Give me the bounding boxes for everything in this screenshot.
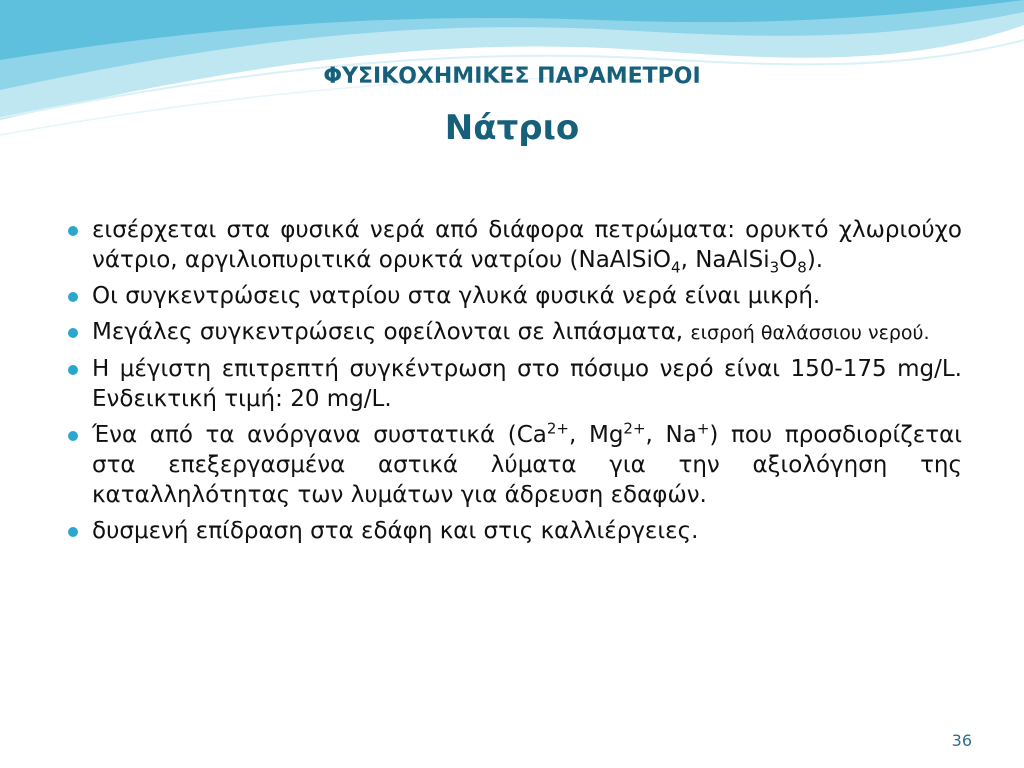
bullet-item-adverse-effect <box>64 516 962 546</box>
subscript: 4 <box>671 258 681 277</box>
bullet-item-high-concentrations <box>64 317 962 348</box>
bullet-text: , Mg <box>569 422 624 448</box>
bullet-text: Οι συγκεντρώσεις νατρίου στα γλυκά φυσικά νερά είναι μικρή. <box>92 283 821 309</box>
subscript: 3 <box>769 258 780 277</box>
bullet-item-freshwater <box>64 281 962 311</box>
slide-subtitle: Νάτριο <box>444 108 580 148</box>
bullet-text: Μεγάλες συγκεντρώσεις οφείλονται σε λιπάσματα, <box>92 319 691 345</box>
superscript: + <box>696 419 710 438</box>
slide-title: ΦΥΣΙΚΟΧΗΜΙΚΕΣ ΠΑΡΑΜΕΤΡΟΙ <box>323 64 701 89</box>
page-number: 36 <box>951 731 972 750</box>
bullet-text: O <box>779 247 798 273</box>
bullet-text: δυσμενή επίδραση στα εδάφη και στις καλλιέργειες. <box>92 518 699 544</box>
bullet-item-sources <box>64 215 962 275</box>
bullet-item-drinking-water-limit <box>64 354 962 414</box>
bullet-list <box>64 215 962 552</box>
bullet-item-wastewater <box>64 420 962 510</box>
superscript: 2+ <box>546 419 570 438</box>
bullet-text: ) που προσδιορίζεται στα επεξεργασμένα αστικά λύματα για την αξιολόγηση της καταλληλότητας των λυμάτων για άδρευση εδαφών. <box>92 422 963 508</box>
superscript: 2+ <box>623 419 646 438</box>
bullet-text: , Na <box>645 422 697 448</box>
bullet-text: , NaAlSi <box>680 247 770 273</box>
bullet-small-text: εισροή θαλάσσιου νερού. <box>690 322 930 344</box>
bullet-text: Η μέγιστη επιτρεπτή συγκέντρωση στο πόσιμο νερό είναι 150-175 mg/L. Ενδεικτική τιμή: 20 mg/L. <box>92 356 962 412</box>
subscript: 8 <box>797 258 807 277</box>
bullet-text: ). <box>806 247 824 273</box>
bullet-text: εισέρχεται στα φυσικά νερά από διάφορα πετρώματα: ορυκτό χλωριούχο νάτριο, αργιλιοπυριτικά ορυκτά νατρίου (NaAlSiO <box>92 217 962 273</box>
bullet-text: Ένα από τα ανόργανα συστατικά (Ca <box>92 422 547 448</box>
